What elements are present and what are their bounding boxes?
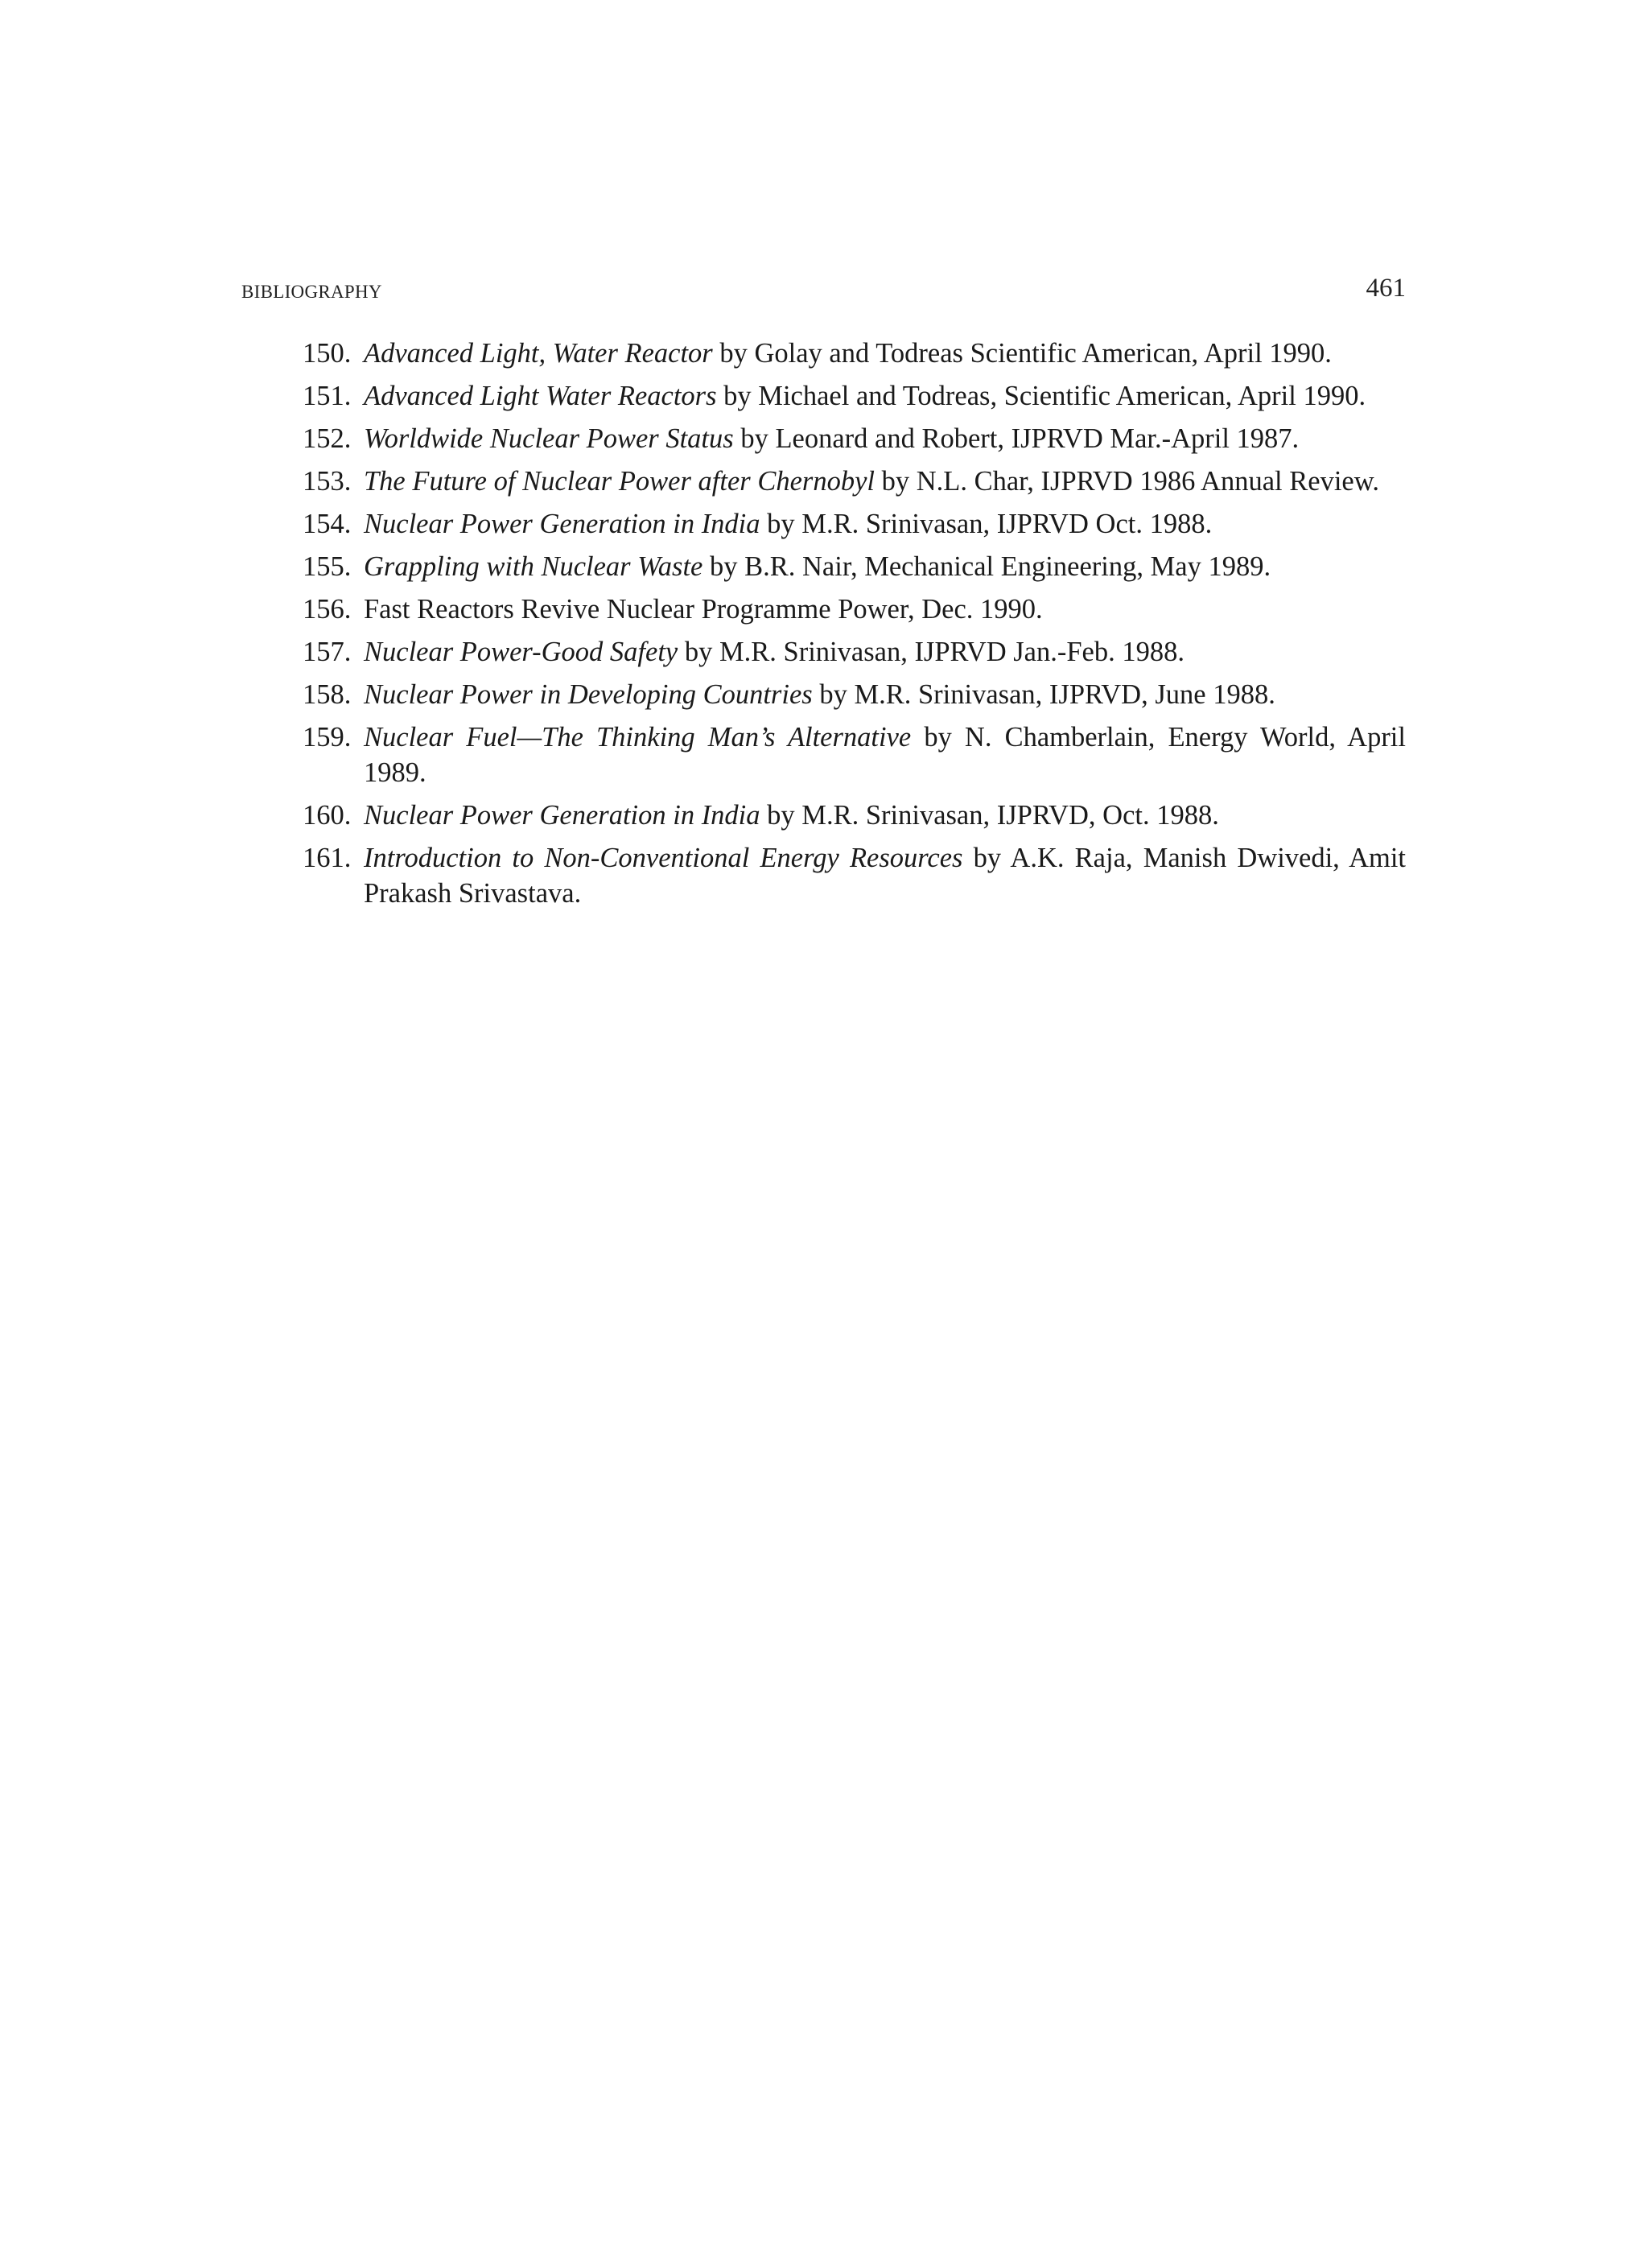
- bibliography-entry: [241, 464, 1406, 499]
- bibliography-entry: [241, 549, 1406, 584]
- entry-number: 161.: [303, 843, 352, 873]
- bibliography-entry: [241, 840, 1406, 911]
- entry-details: by M.R. Srinivasan, IJPRVD, June 1988.: [812, 679, 1275, 710]
- entry-number: 156.: [303, 594, 352, 625]
- entry-title: Worldwide Nuclear Power Status: [364, 423, 734, 454]
- entry-title: Nuclear Power-Good Safety: [364, 637, 678, 667]
- entry-title: Introduction to Non-Conventional Energy Resources: [364, 843, 963, 873]
- entry-details: by M.R. Srinivasan, IJPRVD Oct. 1988.: [760, 509, 1213, 539]
- entry-details: by M.R. Srinivasan, IJPRVD Jan.-Feb. 1988.: [678, 637, 1184, 667]
- entry-title: Nuclear Power Generation in India: [364, 800, 760, 831]
- page-number: 461: [1366, 274, 1406, 303]
- bibliography-entry: [241, 506, 1406, 542]
- entry-details: by N. Chamberlain, Energy World, April 1989.: [364, 722, 1406, 788]
- entry-title: The Future of Nuclear Power after Chernobyl: [364, 466, 875, 497]
- entry-title: Nuclear Power in Developing Countries: [364, 679, 813, 710]
- bibliography-list: [241, 336, 1406, 918]
- entry-number: 151.: [303, 381, 352, 411]
- entry-details: Fast Reactors Revive Nuclear Programme Power, Dec. 1990.: [364, 594, 1043, 625]
- running-title: BIBLIOGRAPHY: [241, 282, 382, 302]
- entry-title: Nuclear Power Generation in India: [364, 509, 760, 539]
- entry-number: 153.: [303, 466, 352, 497]
- entry-details: by Golay and Todreas Scientific American, April 1990.: [712, 338, 1332, 369]
- entry-title: Grappling with Nuclear Waste: [364, 551, 703, 582]
- entry-number: 152.: [303, 423, 352, 454]
- bibliography-entry: [241, 798, 1406, 833]
- entry-details: by M.R. Srinivasan, IJPRVD, Oct. 1988.: [760, 800, 1219, 831]
- entry-details: by N.L. Char, IJPRVD 1986 Annual Review.: [874, 466, 1380, 497]
- entry-number: 155.: [303, 551, 352, 582]
- bibliography-entry: [241, 634, 1406, 670]
- entry-number: 157.: [303, 637, 352, 667]
- entry-details: by A.K. Raja, Manish Dwivedi, Amit Prakash Srivastava.: [364, 843, 1406, 909]
- entry-details: by Michael and Todreas, Scientific American, April 1990.: [716, 381, 1366, 411]
- bibliography-entry: [241, 592, 1406, 627]
- bibliography-entry: [241, 677, 1406, 712]
- entry-number: 159.: [303, 722, 352, 753]
- bibliography-entry: [241, 336, 1406, 371]
- entry-details: by B.R. Nair, Mechanical Engineering, May 1989.: [702, 551, 1271, 582]
- entry-number: 150.: [303, 338, 352, 369]
- bibliography-entry: [241, 378, 1406, 414]
- entry-number: 154.: [303, 509, 352, 539]
- entry-title: Advanced Light, Water Reactor: [364, 338, 713, 369]
- bibliography-entry: [241, 421, 1406, 456]
- entry-title: Advanced Light Water Reactors: [364, 381, 717, 411]
- entry-details: by Leonard and Robert, IJPRVD Mar.-April 1987.: [733, 423, 1300, 454]
- bibliography-entry: [241, 720, 1406, 790]
- entry-number: 158.: [303, 679, 352, 710]
- running-head: [241, 272, 1406, 312]
- entry-title: Nuclear Fuel—The Thinking Man’s Alternative: [364, 722, 912, 753]
- entry-number: 160.: [303, 800, 352, 831]
